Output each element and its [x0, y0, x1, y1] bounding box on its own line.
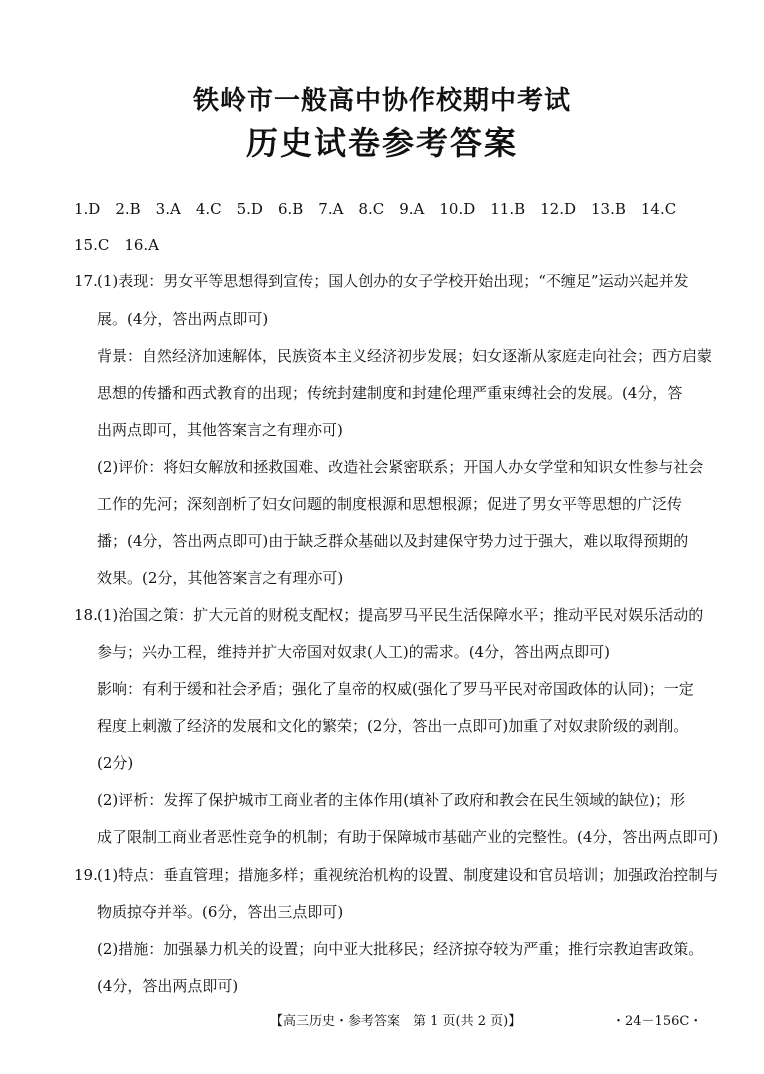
q17-number: 17. — [74, 272, 98, 290]
mc-answers-line-1: 1.D 2.B 3.A 4.C 5.D 6.B 7.A 8.C 9.A 10.D 11.B 12.D 13.B 14.C — [74, 200, 677, 218]
q18-number: 18. — [74, 606, 98, 624]
q18-line: 参与；兴办工程，维持并扩大帝国对奴隶(人工)的需求。(4分，答出两点即可) — [97, 643, 610, 661]
q19-line: (1)特点：垂直管理；措施多样；重视统治机构的设置、制度建设和官员培训；加强政治控制与 — [97, 866, 719, 884]
q18-line: 成了限制工商业者恶性竞争的机制；有助于保障城市基础产业的完整性。(4分，答出两点即可) — [97, 828, 719, 846]
mc-answers-line-2: 15.C 16.A — [74, 236, 160, 254]
q17-line: (2)评价：将妇女解放和拯救国难、改造社会紧密联系；开国人办女学堂和知识女性参与社会 — [97, 458, 704, 476]
q18-line: (2分) — [97, 754, 134, 772]
exam-title: 铁岭市一般高中协作校期中考试 — [192, 86, 571, 116]
q17-line: (1)表现：男女平等思想得到宣传；国人创办的女子学校开始出现；“不缠足”运动兴起并发 — [97, 272, 689, 290]
q19-number: 19. — [74, 866, 98, 884]
q17-line: 出两点即可，其他答案言之有理亦可) — [97, 421, 343, 439]
q17-line: 效果。(2分，其他答案言之有理亦可) — [97, 569, 344, 587]
q18-line: 程度上刺激了经济的发展和文化的繁荣；(2分，答出一点即可)加重了对奴隶阶级的剥削。 — [97, 717, 689, 735]
q17-line: 思想的传播和西式教育的出现；传统封建制度和封建伦理严重束缚社会的发展。(4分，答 — [97, 384, 683, 402]
q19-line: 物质掠夺并举。(6分，答出三点即可) — [97, 903, 344, 921]
document-code: ・24－156C・ — [612, 1014, 703, 1029]
q17-line: 播；(4分，答出两点即可)由于缺乏群众基础以及封建保守势力过于强大，难以取得预期的 — [97, 532, 689, 550]
q17-line: 展。(4分，答出两点即可) — [97, 310, 269, 328]
q19-line: (4分，答出两点即可) — [97, 977, 239, 995]
page-footer: 【高三历史・参考答案 第 1 页(共 2 页)】 — [270, 1014, 522, 1029]
q18-line: 影响：有利于缓和社会矛盾；强化了皇帝的权威(强化了罗马平民对帝国政体的认同)；一定 — [97, 680, 694, 698]
q18-line: (1)治国之策：扩大元首的财税支配权；提高罗马平民生活保障水平；推动平民对娱乐活动的 — [97, 606, 704, 624]
document-title: 历史试卷参考答案 — [245, 124, 518, 162]
q17-line: 工作的先河；深刻剖析了妇女问题的制度根源和思想根源；促进了男女平等思想的广泛传 — [97, 495, 683, 513]
q17-line: 背景：自然经济加速解体，民族资本主义经济初步发展；妇女逐渐从家庭走向社会；西方启蒙 — [97, 347, 713, 365]
q18-line: (2)评析：发挥了保护城市工商业者的主体作用(填补了政府和教会在民生领域的缺位)；形 — [97, 791, 685, 809]
q19-line: (2)措施：加强暴力机关的设置；向中亚大批移民；经济掠夺较为严重；推行宗教迫害政策。 — [97, 940, 704, 958]
